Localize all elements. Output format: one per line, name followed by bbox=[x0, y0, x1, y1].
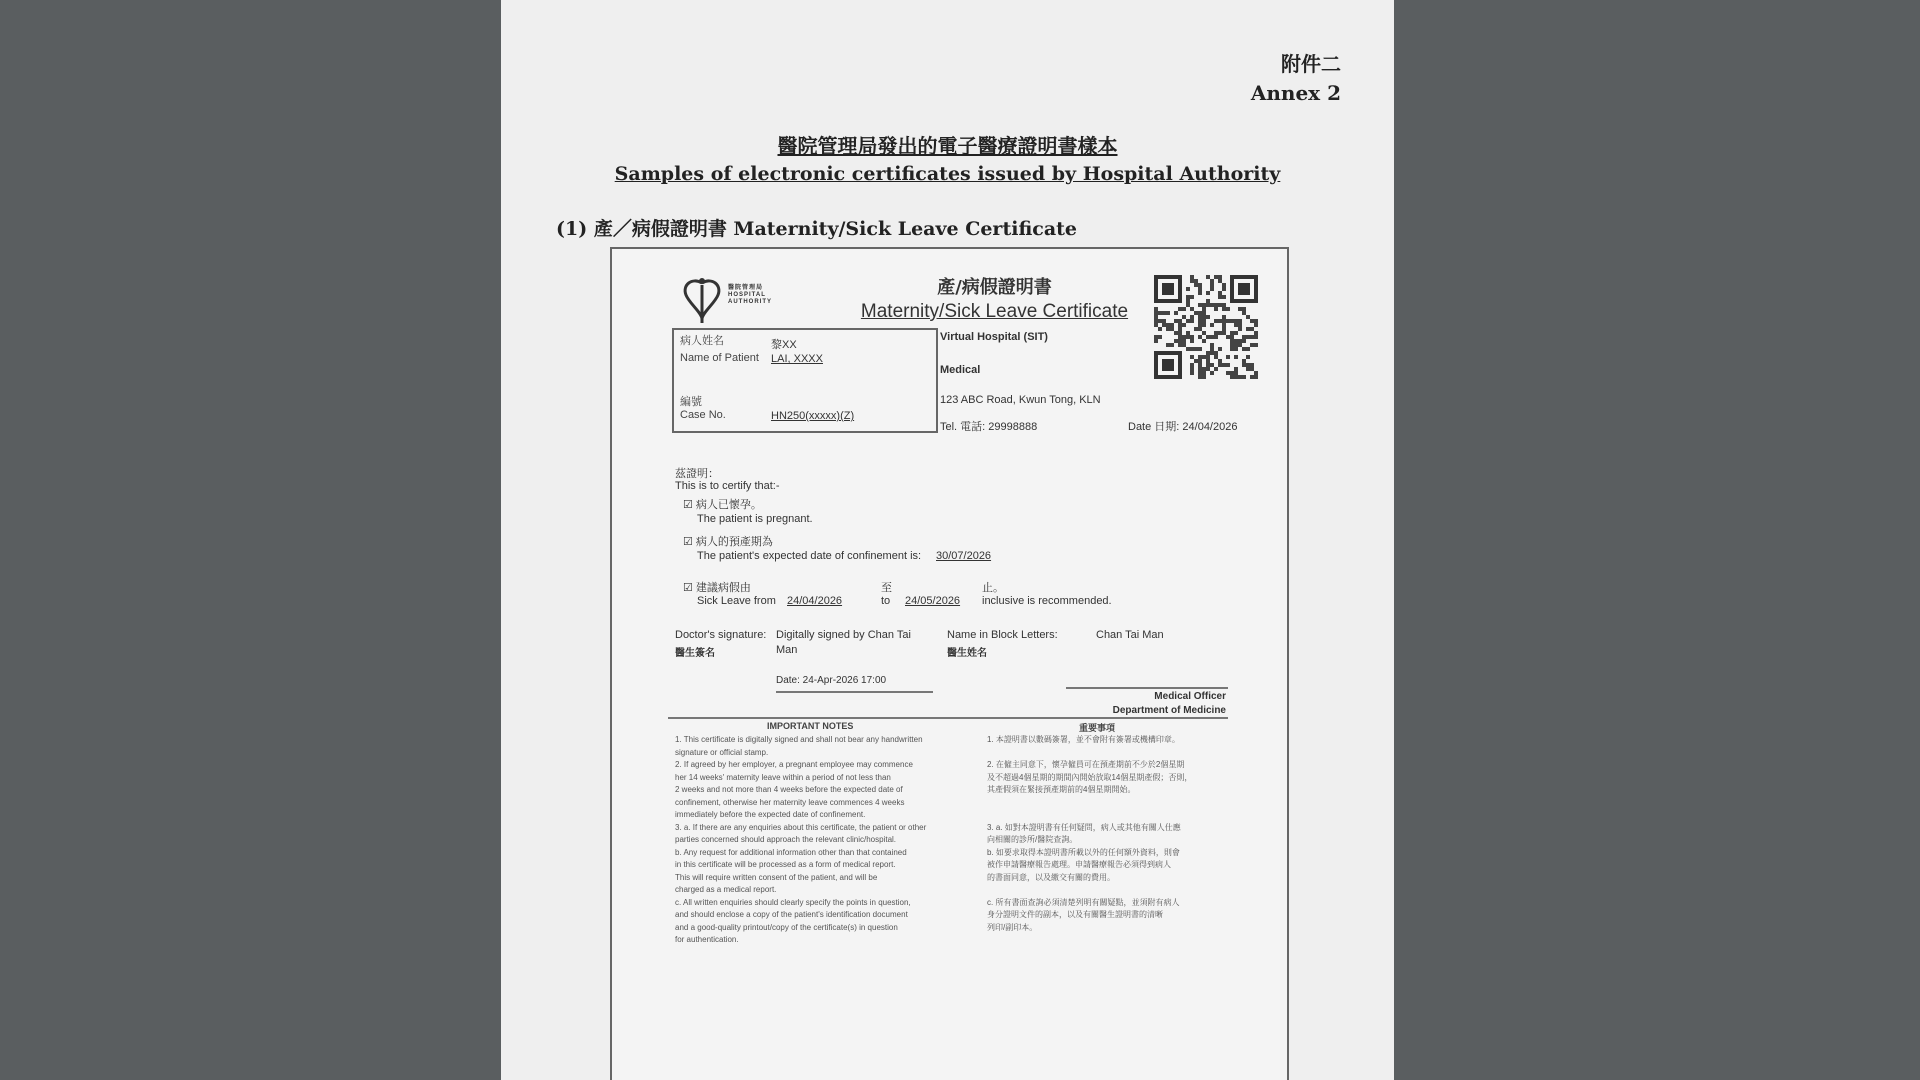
officer-title: Medical Officer bbox=[1154, 691, 1226, 702]
hospital-address: 123 ABC Road, Kwun Tong, KLN bbox=[940, 394, 1101, 406]
doctor-signature-value-1: Digitally signed by Chan Tai bbox=[776, 629, 911, 641]
officer-department: Department of Medicine bbox=[1112, 705, 1226, 716]
patient-name-label-en: Name of Patient bbox=[680, 352, 759, 364]
annex-zh: 附件二 bbox=[1281, 52, 1341, 76]
ha-logo-icon bbox=[680, 275, 728, 325]
block-letters-label-zh: 醫生姓名 bbox=[947, 648, 987, 659]
item-confinement-zh: ☑ 病人的預產期為 bbox=[683, 536, 773, 548]
confinement-date: 30/07/2026 bbox=[936, 550, 992, 562]
item-sick-leave-zh-end: 止。 bbox=[982, 582, 1004, 594]
hospital-tel: Tel. 電話: 29998888 bbox=[940, 421, 1038, 433]
case-no-label-zh: 編號 bbox=[680, 396, 702, 408]
hospital-authority-logo bbox=[680, 275, 795, 325]
patient-info-box bbox=[672, 328, 938, 433]
patient-name-en: LAI, XXXX bbox=[771, 353, 823, 365]
sick-leave-inclusive: inclusive is recommended. bbox=[982, 595, 1112, 607]
annex-label bbox=[1251, 50, 1341, 108]
important-notes-zh: 1. 本證明書以數碼簽署，並不會附有簽署或機構印章。 2. 在僱主同意下，懷孕僱員可在預產期前不少於2個星期 及不超過4個星期的期間內開始放取14個星期產假；否則， 其產假須在緊接預產期前的4個星期開始。 3. a. 如對本證明書有任何疑問，病人或其他有關人仕應 向相關的診所/醫院查詢。 b. 如要求取得本證明書所載以外的任何額外資料，則會 被作申請醫療報告處理。申請醫療報告必須得到病人 的書面同意，以及繳交有關的費用。 c. 所有書面查詢必須清楚列明有關疑點，並須附有病人 身分證明文件的副本，以及有關醫生證明書的清晰 列印/副印本。 bbox=[987, 735, 1193, 932]
block-letters-value: Chan Tai Man bbox=[1096, 629, 1164, 641]
document-title bbox=[501, 132, 1394, 188]
patient-name-zh: 黎XX bbox=[771, 339, 797, 351]
sick-leave-from: 24/04/2026 bbox=[787, 595, 843, 607]
signature-date-rule bbox=[776, 691, 933, 693]
important-notes-heading: IMPORTANT NOTES bbox=[767, 721, 854, 731]
important-notes-heading-zh: 重要事項 bbox=[1079, 723, 1116, 733]
section-heading: (1) 產／病假證明書 Maternity/Sick Leave Certificate bbox=[556, 218, 1077, 240]
important-notes-en: 1. This certificate is digitally signed and shall not bear any handwritten signature or official stamp. 2. If agreed by her employer, a pregnant employee may commence her 14 weeks' maternity leave within a period of not less than 2 weeks and not more than 4 weeks before the expected date of confinement, otherwise her maternity leave commences 4 weeks immediately before the expected date of confinement. 3. a. If there are any enquiries about this certificate, the patient or other parties concerned should approach the relevant clinic/hospital. b. Any request for additional information other than that contained in this certificate will be processed as a form of medical report. This will require written consent of the patient, and will be charged as a medical report. c. All written enquiries should clearly specify the points in question, and should enclose a copy of the patient's identification document and a good-quality printout/copy of the certificate(s) in question for authentication. bbox=[675, 735, 927, 944]
doctor-signature-value-2: Man bbox=[776, 644, 798, 656]
certify-zh: 茲證明： bbox=[675, 468, 719, 480]
item-sick-leave-en: Sick Leave from bbox=[697, 595, 776, 607]
certificate-title-en: Maternity/Sick Leave Certificate bbox=[860, 301, 1129, 322]
document-title-en: Samples of electronic certificates issued by Hospital Authority bbox=[614, 163, 1281, 185]
sick-leave-to: 24/05/2026 bbox=[905, 595, 961, 607]
case-no-value: HN250(xxxxx)(Z) bbox=[771, 410, 855, 422]
annex-en: Annex 2 bbox=[1250, 81, 1341, 105]
item-sick-leave-zh-to: 至 bbox=[881, 582, 892, 594]
patient-name-label-zh: 病人姓名 bbox=[680, 335, 724, 347]
notes-divider bbox=[668, 717, 1228, 719]
certificate-title bbox=[852, 276, 1137, 324]
officer-rule bbox=[1066, 687, 1228, 689]
case-no-label-en: Case No. bbox=[680, 409, 726, 421]
item-sick-leave-zh: ☑ 建議病假由 bbox=[683, 582, 751, 594]
qr-code bbox=[1154, 274, 1258, 380]
logo-wordmark: 醫院管理局 HOSPITAL AUTHORITY bbox=[728, 285, 772, 305]
signature-date: Date: 24-Apr-2026 17:00 bbox=[776, 675, 887, 686]
item-confinement-en: The patient's expected date of confinement is: bbox=[697, 550, 922, 562]
hospital-name: Virtual Hospital (SIT) bbox=[940, 331, 1048, 343]
item-pregnant-en: The patient is pregnant. bbox=[697, 513, 813, 525]
document-page bbox=[501, 0, 1394, 1080]
item-pregnant-zh: ☑ 病人已懷孕。 bbox=[683, 499, 762, 511]
certificate-title-zh: 產/病假證明書 bbox=[937, 277, 1052, 298]
certificate-date: Date 日期: 24/04/2026 bbox=[1128, 421, 1238, 433]
doctor-signature-label-zh: 醫生簽名 bbox=[675, 648, 715, 659]
certificate-sample bbox=[610, 247, 1289, 1080]
doctor-signature-label: Doctor's signature: bbox=[675, 629, 767, 641]
department-name: Medical bbox=[940, 364, 981, 376]
certify-en: This is to certify that:- bbox=[675, 480, 780, 492]
document-title-zh: 醫院管理局發出的電子醫療證明書樣本 bbox=[777, 134, 1118, 158]
sick-leave-to-label: to bbox=[881, 595, 891, 607]
block-letters-label: Name in Block Letters: bbox=[947, 629, 1058, 641]
